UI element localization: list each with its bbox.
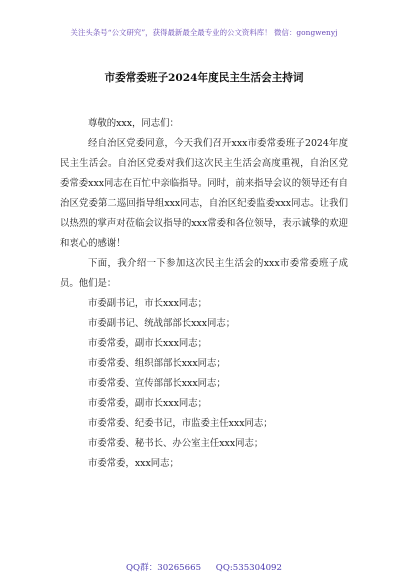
paragraph-members-intro: 下面，我介绍一下参加这次民主生活会的xxx市委常委班子成员。他们是： — [60, 258, 348, 289]
member-item: 市委常委、组织部部长xxx同志； — [88, 358, 226, 369]
member-list — [60, 294, 348, 474]
member-item: 市委常委、纪委书记，市监委主任xxx同志； — [88, 418, 273, 429]
footer-contact — [0, 561, 408, 573]
salutation: 尊敬的xxx，同志们： — [88, 118, 179, 129]
footer-qq: QQ:535304092 — [215, 563, 282, 573]
document-title: 市委常委班子2024年度民主生活会主持词 — [104, 72, 304, 84]
member-item: 市委常委，副市长xxx同志； — [88, 398, 207, 409]
member-item: 市委常委、宣传部部长xxx同志； — [88, 378, 226, 389]
member-item: 市委常委，xxx同志； — [88, 458, 179, 469]
footer-qq-group: QQ群：30265665 — [126, 563, 202, 573]
member-item: 市委常委、秘书长、办公室主任xxx同志； — [88, 438, 264, 449]
member-item: 市委副书记，市长xxx同志； — [88, 298, 207, 309]
document-body — [60, 114, 348, 474]
member-item: 市委副书记、统战部部长xxx同志； — [88, 318, 236, 329]
member-item: 市委常委，副市长xxx同志； — [88, 338, 207, 349]
header-banner: 关注头条号“公文研究”，获得最新最全最专业的公文资料库！ 微信：gongwenyj — [70, 28, 338, 37]
paragraph-intro: 经自治区党委同意，今天我们召开xxx市委常委班子2024年度民主生活会。自治区党委对我们这次民主生活会高度重视，自治区党委常委xxx同志在百忙中亲临指导。同时，前来指导会议的领导还有自治区党委第二巡回指导组xxx同志，自治区纪委监委xxx同志。让我们以热烈的掌声对莅临会议指导的xxx常委和各位领导，表示诚挚的欢迎和衷心的感谢！ — [60, 138, 348, 249]
